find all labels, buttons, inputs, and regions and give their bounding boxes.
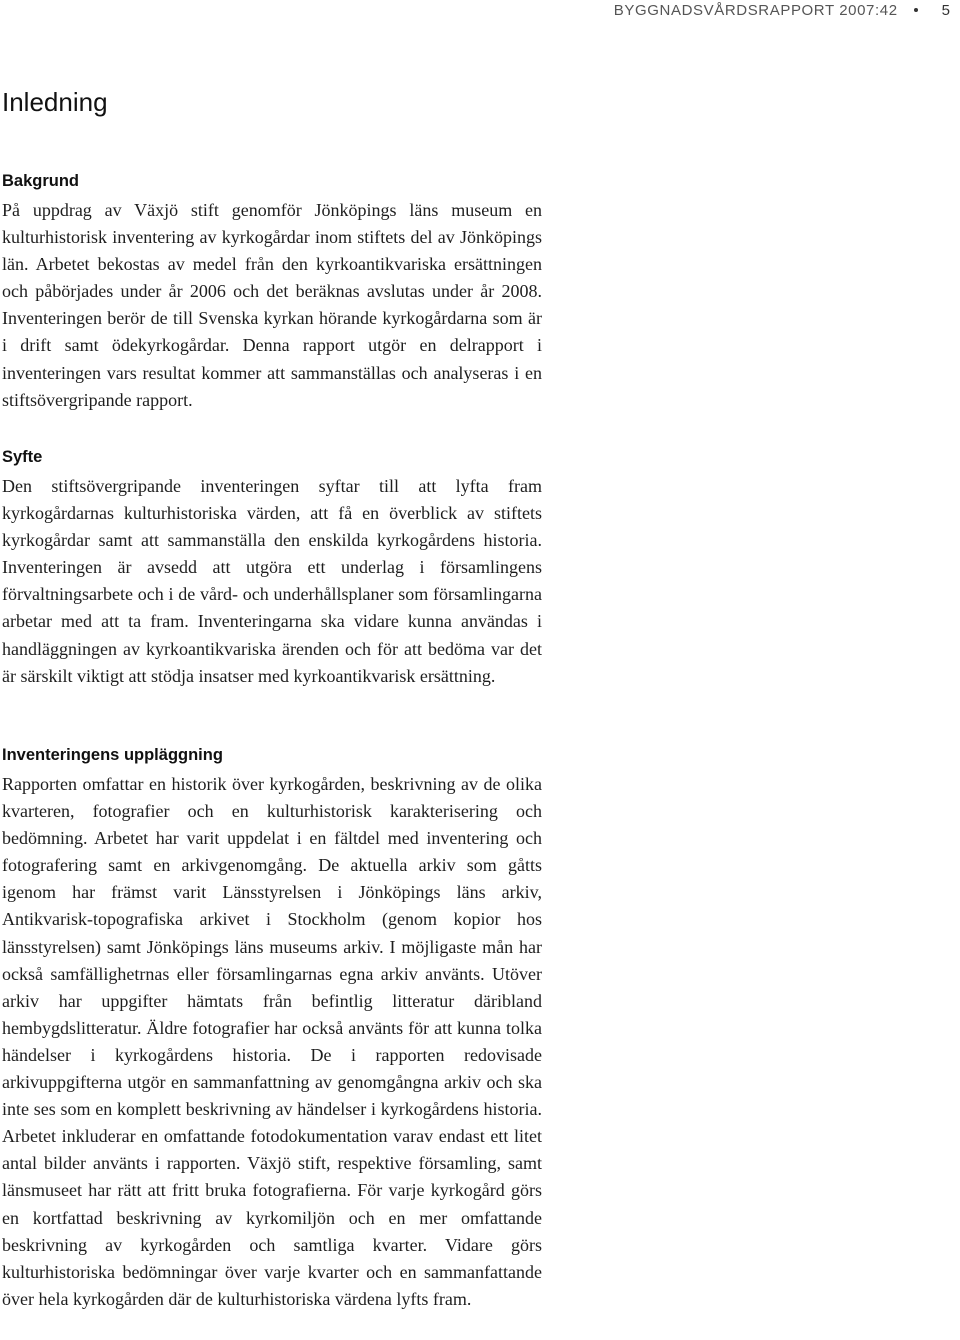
page-title: Inledning <box>2 87 108 117</box>
section-bakgrund <box>2 171 542 414</box>
running-title: BYGGNADSVÅRDSRAPPORT 2007:42 <box>613 1 898 19</box>
section-heading: Inventeringens uppläggning <box>2 746 223 764</box>
page-number: 5 <box>941 1 950 19</box>
section-body: Rapporten omfattar en historik över kyrkogården, beskrivning av de olika kvarteren, fotografier och en kulturhistorisk karakterisering och bedömning. Arbetet har varit uppdelat i en fältdel med inventering och fotografering samt en arkivgenomgång. De aktuella arkiv som gåtts igenom har främst varit Länsstyrelsen i Jönköpings läns arkiv, Antikvarisk-topografiska arkivet i Stockholm (genom kopior hos länsstyrelsen) samt Jönköpings läns museums arkiv. I möjligaste mån har också samfällighetrnas eller församlingarnas egna arkiv använts. Utöver arkiv har uppgifter hämtats från befintlig litteratur däribland hembygdslitteratur. Äldre fotografier har också använts för att kunna tolka händelser i kyrkogårdens historia. De i rapporten redovisade arkivuppgifterna utgör en sammanfattning av genomgångna arkiv och ska inte ses som en komplett beskrivning av händelser i kyrkogårdens historia. Arbetet inkluderar en omfattande fotodokumentation varav endast ett litet antal bilder använts i rapporten. Växjö stift, respektive församling, samt länsmuseet har rätt att fritt bruka fotografierna. För varje kyrkogård görs en kortfattad beskrivning av kyrkomiljön och en mer omfattande beskrivning av kyrkogården och samtliga kvarter. Vidare görs kulturhistoriska bedömningar över varje kvarter och en sammanfattande över hela kyrkogården där de kulturhistoriska värdena lyfts fram. <box>2 774 542 1309</box>
section-syfte <box>2 447 542 690</box>
section-heading: Bakgrund <box>2 172 80 190</box>
bullet-separator-icon <box>914 8 918 12</box>
section-inventeringens-upplaggning <box>2 745 542 1313</box>
running-header <box>614 0 960 20</box>
section-heading: Syfte <box>2 448 43 466</box>
section-body: Den stiftsövergripande inventeringen syftar till att lyfta fram kyrkogårdarnas kulturhistoriska värden, att få en överblick av stiftets kyrkogårdar samt att sammanställa den enskilda kyrkogårdens historia. Inventeringen är avsedd att utgöra ett underlag i församlingens förvaltningsarbete och i de vård- och underhållsplaner som församlingarna arbetar med att ta fram. Inventeringarna ska vidare kunna användas i handläggningen av kyrkoantikvariska ärenden och för att bedöma var det är särskilt viktigt att stödja insatser med kyrkoantikvarisk ersättning. <box>2 476 542 686</box>
section-body: På uppdrag av Växjö stift genomför Jönköpings läns museum en kulturhistorisk inventering av kyrkogårdar inom stiftets del av Jönköpings län. Arbetet bekostas av medel från den kyrkoantikvariska ersättningen och påbörjades under år 2006 och det beräknas avslutas under år 2008. Inventeringen berör de till Svenska kyrkan hörande kyrkogårdarna som är i drift samt ödekyrkogårdar. Denna rapport utgör en delrapport i inventeringen vars resultat kommer att sammanställas och analyseras i en stiftsövergripande rapport. <box>2 200 542 410</box>
